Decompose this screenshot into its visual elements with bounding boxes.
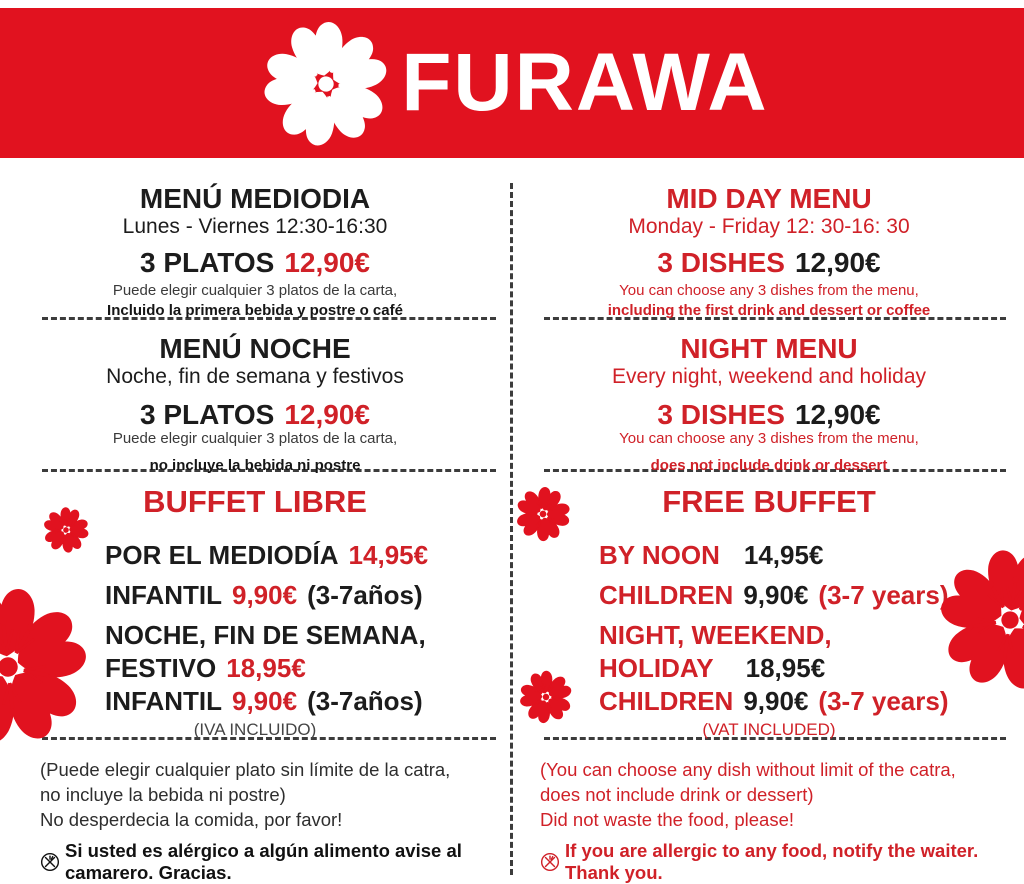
buffet-evening-row: NOCHE, FIN DE SEMANA, xyxy=(105,620,426,650)
buffet-price: 18,95€ xyxy=(745,653,826,683)
section-schedule: Every night, weekend and holiday xyxy=(611,365,927,388)
offer-price: 12,90€ xyxy=(284,247,370,278)
offer-line xyxy=(514,248,1024,278)
offer-label: 3 PLATOS xyxy=(140,399,275,430)
tax-note: (IVA INCLUIDO) xyxy=(193,720,317,739)
buffet-price: 9,90€ xyxy=(743,686,809,716)
restaurant-name: FURAWA xyxy=(401,37,769,128)
section-schedule: Lunes - Viernes 12:30-16:30 xyxy=(122,215,388,238)
section-note: including the first drink and dessert or coffee xyxy=(607,302,931,319)
buffet-age-range: (3-7años) xyxy=(307,686,423,716)
offer-price: 12,90€ xyxy=(794,247,881,278)
sakura-flower-icon xyxy=(242,0,410,168)
buffet-label: CHILDREN xyxy=(599,686,734,716)
tax-note: (VAT INCLUDED) xyxy=(702,720,836,739)
buffet-age-range: (3-7 years) xyxy=(818,580,949,610)
section-note: no incluye la bebida ni postre xyxy=(149,457,361,474)
offer-line xyxy=(0,248,510,278)
section-title: MID DAY MENU xyxy=(666,183,872,214)
buffet-price: 18,95€ xyxy=(226,653,306,683)
section-schedule: Noche, fin de semana y festivos xyxy=(106,365,404,388)
footer-note: does not include drink or dessert) xyxy=(540,784,814,805)
footer-note: Did not waste the food, please! xyxy=(540,809,795,830)
buffet-title: FREE BUFFET xyxy=(662,484,876,519)
section-title: MENÚ NOCHE xyxy=(159,333,351,364)
buffet-label: FESTIVO xyxy=(105,653,217,683)
buffet-title: BUFFET LIBRE xyxy=(143,484,367,519)
buffet-evening-row: NIGHT, WEEKEND, xyxy=(599,620,832,650)
mid-day-menu-section xyxy=(514,158,1024,317)
section-title: NIGHT MENU xyxy=(680,333,858,364)
buffet-label: INFANTIL xyxy=(105,686,222,716)
menu-mediodia-section xyxy=(0,158,510,317)
offer-line xyxy=(0,400,510,430)
offer-label: 3 PLATOS xyxy=(140,247,275,278)
allergy-warning-text: If you are allergic to any food, notify the waiter. Thank you. xyxy=(565,840,979,883)
buffet-price: 14,95€ xyxy=(348,540,429,570)
english-column xyxy=(514,158,1024,883)
section-note: Puede elegir cualquier 3 platos de la carta, xyxy=(112,430,398,447)
section-note: Puede elegir cualquier 3 platos de la carta, xyxy=(112,282,398,299)
buffet-children-row xyxy=(105,575,510,615)
buffet-age-range: (3-7 years) xyxy=(818,686,949,716)
footer-note: (Puede elegir cualquier plato sin límite de la catra, xyxy=(40,759,451,780)
offer-price: 12,90€ xyxy=(794,399,881,430)
offer-price: 12,90€ xyxy=(284,399,370,430)
section-note: does not include drink or dessert xyxy=(650,457,888,474)
crossed-cutlery-icon xyxy=(40,852,60,872)
allergy-warning xyxy=(540,840,1024,884)
english-footer-notes xyxy=(514,740,1024,883)
spanish-footer-notes xyxy=(0,740,510,883)
offer-label: 3 DISHES xyxy=(657,399,785,430)
buffet-label: POR EL MEDIODÍA xyxy=(105,540,339,570)
allergy-warning-text: Si usted es alérgico a algún alimento avise al camarero. Gracias. xyxy=(65,840,462,883)
buffet-price: 9,90€ xyxy=(743,580,809,610)
header-banner xyxy=(0,8,1024,158)
footer-note: (You can choose any dish without limit of the catra, xyxy=(540,759,956,780)
buffet-noon-row xyxy=(105,535,510,575)
buffet-age-range: (3-7años) xyxy=(307,580,423,610)
section-schedule: Monday - Friday 12: 30-16: 30 xyxy=(628,215,910,238)
footer-note: no incluye la bebida ni postre) xyxy=(40,784,286,805)
footer-note: No desperdecia la comida, por favor! xyxy=(40,809,343,830)
offer-label: 3 DISHES xyxy=(657,247,785,278)
buffet-label: INFANTIL xyxy=(105,580,222,610)
section-note: Incluido la primera bebida y postre o café xyxy=(107,302,403,319)
buffet-label: HOLIDAY xyxy=(599,653,714,683)
buffet-holiday-row xyxy=(105,652,510,685)
buffet-label: BY NOON xyxy=(599,540,720,570)
night-menu-section xyxy=(514,320,1024,474)
buffet-label: CHILDREN xyxy=(599,580,734,610)
section-title: MENÚ MEDIODIA xyxy=(139,183,371,214)
buffet-price: 9,90€ xyxy=(232,580,298,610)
sakura-flower-icon xyxy=(0,568,107,766)
crossed-cutlery-icon xyxy=(540,852,560,872)
section-note: You can choose any 3 dishes from the menu, xyxy=(619,430,919,447)
allergy-warning xyxy=(40,840,510,884)
buffet-price: 14,95€ xyxy=(743,540,824,570)
buffet-price: 9,90€ xyxy=(232,686,298,716)
offer-line xyxy=(514,400,1024,430)
section-note: You can choose any 3 dishes from the menu, xyxy=(619,282,919,299)
buffet-children-row xyxy=(105,685,510,718)
menu-noche-section xyxy=(0,320,510,474)
